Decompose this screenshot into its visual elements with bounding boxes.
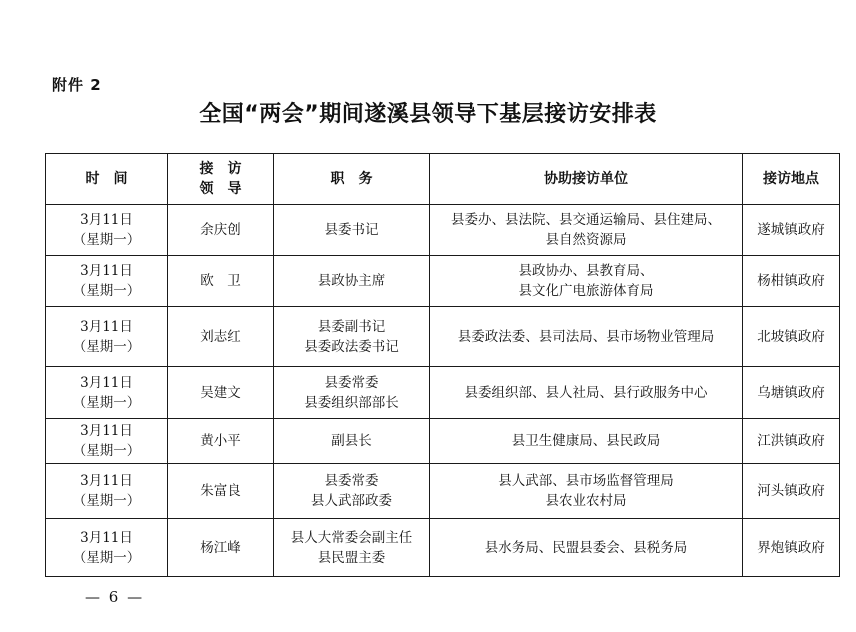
cell-leader: 黄小平	[168, 419, 274, 464]
attachment-label: 附件 2	[52, 76, 102, 94]
schedule-table	[45, 153, 840, 577]
cell-place: 界炮镇政府	[743, 519, 840, 577]
table-row	[46, 464, 840, 519]
cell-place: 河头镇政府	[743, 464, 840, 519]
cell-place: 遂城镇政府	[743, 205, 840, 256]
cell-duty: 县委常委 县人武部政委	[274, 464, 430, 519]
cell-time: 3月11日 （星期一）	[46, 519, 168, 577]
cell-units: 县委组织部、县人社局、县行政服务中心	[430, 367, 743, 419]
cell-duty: 县人大常委会副主任 县民盟主委	[274, 519, 430, 577]
cell-units: 县人武部、县市场监督管理局 县农业农村局	[430, 464, 743, 519]
cell-time: 3月11日 （星期一）	[46, 307, 168, 367]
page-number: — 6 —	[85, 588, 145, 606]
table-row	[46, 519, 840, 577]
table-row	[46, 205, 840, 256]
cell-leader: 杨江峰	[168, 519, 274, 577]
cell-units: 县水务局、民盟县委会、县税务局	[430, 519, 743, 577]
table-row	[46, 256, 840, 307]
table-row	[46, 367, 840, 419]
cell-leader: 吴建文	[168, 367, 274, 419]
cell-duty: 县委副书记 县委政法委书记	[274, 307, 430, 367]
cell-place: 北坡镇政府	[743, 307, 840, 367]
cell-leader: 欧 卫	[168, 256, 274, 307]
header-leader: 接 访 领 导	[168, 154, 274, 205]
cell-duty: 县政协主席	[274, 256, 430, 307]
cell-leader: 朱富良	[168, 464, 274, 519]
cell-place: 杨柑镇政府	[743, 256, 840, 307]
cell-leader: 余庆创	[168, 205, 274, 256]
cell-time: 3月11日 （星期一）	[46, 419, 168, 464]
header-place: 接访地点	[743, 154, 840, 205]
cell-time: 3月11日 （星期一）	[46, 256, 168, 307]
header-units: 协助接访单位	[430, 154, 743, 205]
table-row	[46, 419, 840, 464]
cell-units: 县政协办、县教育局、 县文化广电旅游体育局	[430, 256, 743, 307]
table-row	[46, 307, 840, 367]
cell-units: 县委政法委、县司法局、县市场物业管理局	[430, 307, 743, 367]
cell-time: 3月11日 （星期一）	[46, 205, 168, 256]
cell-leader: 刘志红	[168, 307, 274, 367]
cell-time: 3月11日 （星期一）	[46, 367, 168, 419]
cell-duty: 副县长	[274, 419, 430, 464]
header-duty: 职 务	[274, 154, 430, 205]
cell-duty: 县委常委 县委组织部部长	[274, 367, 430, 419]
cell-units: 县卫生健康局、县民政局	[430, 419, 743, 464]
document-title: 全国“两会”期间遂溪县领导下基层接访安排表	[199, 102, 657, 127]
cell-place: 江洪镇政府	[743, 419, 840, 464]
cell-time: 3月11日 （星期一）	[46, 464, 168, 519]
cell-place: 乌塘镇政府	[743, 367, 840, 419]
header-time: 时 间	[46, 154, 168, 205]
cell-duty: 县委书记	[274, 205, 430, 256]
table-header-row	[46, 154, 840, 205]
cell-units: 县委办、县法院、县交通运输局、县住建局、 县自然资源局	[430, 205, 743, 256]
